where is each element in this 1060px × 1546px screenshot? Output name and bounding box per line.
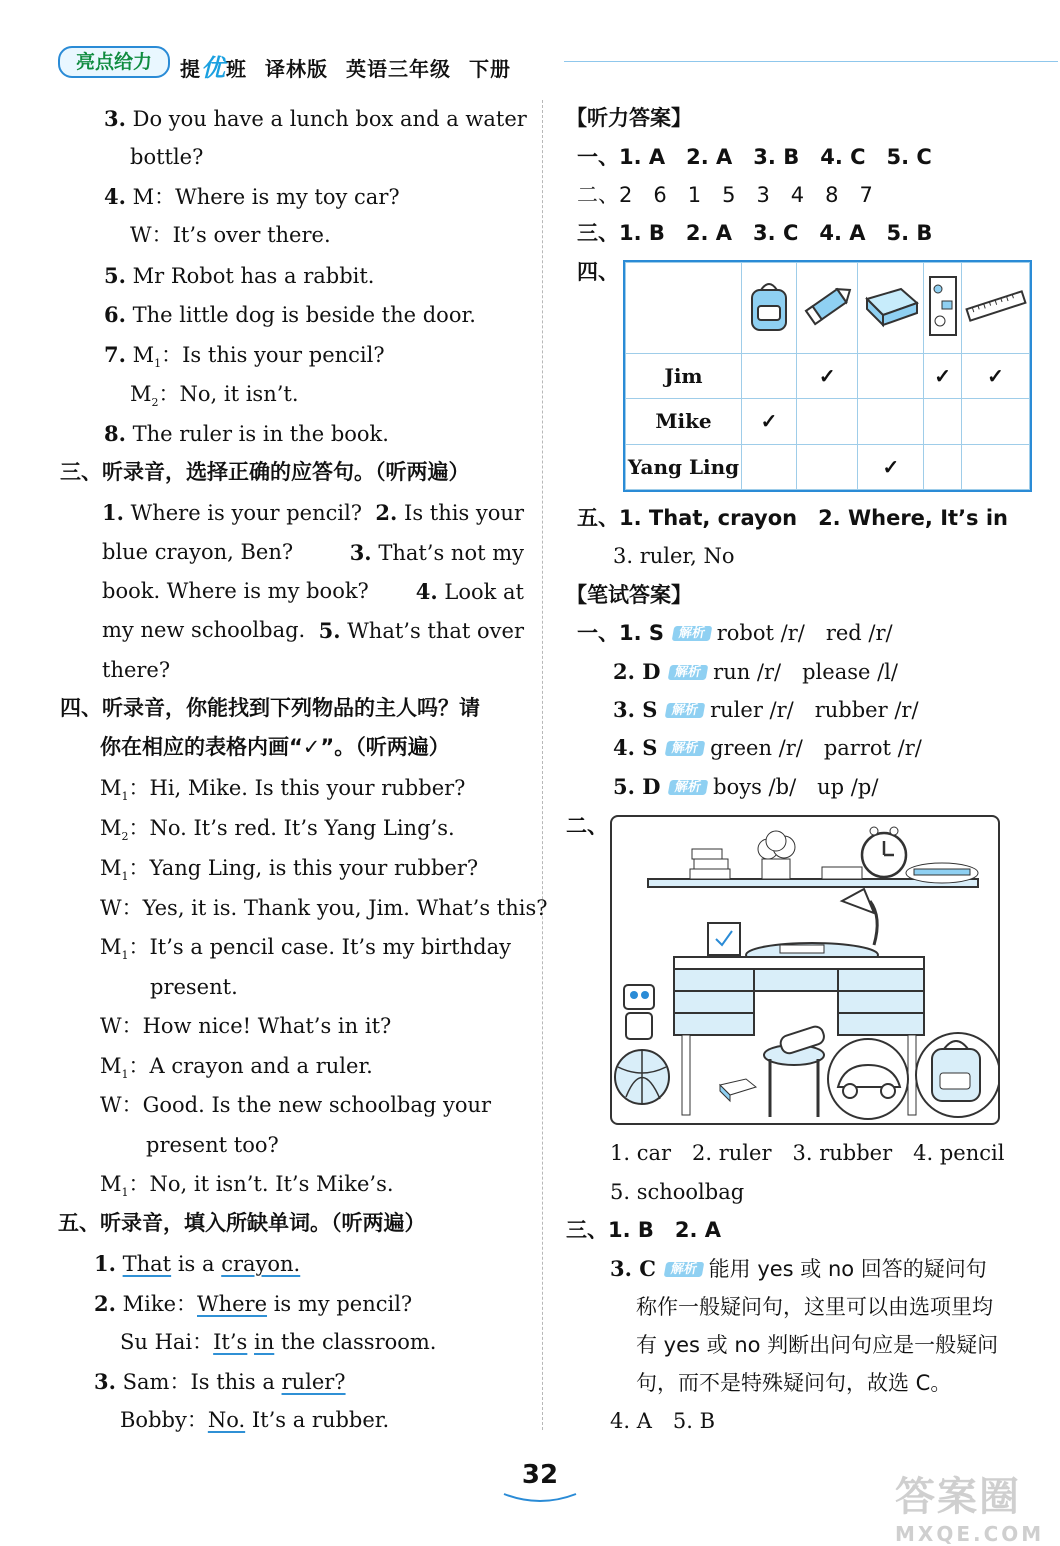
volume: 下册	[469, 57, 511, 81]
answer-line: 1. car 2. ruler 3. rubber 4. pencil	[610, 1141, 1005, 1165]
schoolbag-icon	[742, 263, 797, 354]
dialog-line: present too?	[146, 1133, 279, 1157]
dialog-line: $M_1$：No, it isn’t. It’s Mike’s.	[100, 1172, 394, 1200]
owner-name: Jim	[626, 354, 742, 399]
analysis-badge: 解析	[671, 626, 712, 641]
dialog-line: $M_1$：It’s a pencil case. It’s my birthday	[100, 935, 511, 963]
analysis-badge: 解析	[668, 780, 709, 795]
line: W：It’s over there.	[130, 223, 331, 247]
check-cell: ✓	[962, 354, 1030, 399]
schoolbag-icon	[932, 1041, 980, 1101]
analysis-badge: 解析	[665, 703, 706, 718]
check-cell	[858, 399, 924, 444]
check-cell	[797, 399, 858, 444]
subject: 英语三年级	[346, 57, 451, 81]
robot-icon	[624, 985, 654, 1039]
plant-icon	[758, 831, 795, 879]
owner-table	[623, 260, 1032, 492]
brand-logo: 亮点给力	[58, 46, 170, 78]
books-icon	[690, 849, 730, 879]
check-cell	[924, 399, 962, 444]
analysis-badge: 解析	[665, 741, 706, 756]
fill-line: 1. That is a crayon.	[94, 1251, 301, 1276]
answer-line: 2. D 解析 run /r/ please /l/	[613, 659, 898, 684]
answer-line: 二、2 6 1 5 3 4 8 7	[577, 183, 873, 207]
fill-line: Bobby：No. It’s a rubber.	[120, 1408, 390, 1432]
page-header	[58, 44, 1058, 82]
answer-line: 3. C 解析 能用 yes 或 no 回答的疑问句	[610, 1256, 987, 1281]
line: 6. The little dog is beside the door.	[104, 302, 476, 327]
explanation-line: 句，而不是特殊疑问句，故选 C。	[636, 1371, 952, 1395]
answer-line: 三、1. B 2. A 3. C 4. A 5. B	[577, 221, 933, 245]
check-cell	[962, 444, 1030, 489]
line: there?	[102, 658, 171, 682]
check-cell: ✓	[858, 444, 924, 489]
dialog-line: $M_1$：Yang Ling, is this your rubber?	[100, 856, 479, 884]
answer-line: 二、	[566, 814, 608, 838]
room-illustration	[610, 815, 1000, 1125]
section-title: 四、听录音，你能找到下列物品的主人吗？请	[60, 696, 480, 720]
section-title: 三、听录音，选择正确的应答句。（听两遍）	[60, 460, 470, 484]
check-cell	[924, 444, 962, 489]
answer-line: 4. S 解析 green /r/ parrot /r/	[613, 735, 922, 760]
owner-name: Mike	[626, 399, 742, 444]
check-cell: ✓	[924, 354, 962, 399]
edition: 译林版	[265, 57, 328, 81]
line: $M_2$：No, it isn’t.	[130, 382, 299, 410]
line: my new schoolbag. 5. What’s that over	[102, 618, 524, 643]
dialog-line: $M_1$：A crayon and a ruler.	[100, 1054, 373, 1082]
line: 3. Do you have a lunch box and a water	[104, 106, 527, 131]
line: 8. The ruler is in the book.	[104, 421, 389, 446]
check-cell	[962, 399, 1030, 444]
section-title: 【笔试答案】	[566, 583, 692, 607]
book-title: 提优班 译林版 英语三年级 下册	[180, 54, 511, 82]
check-cell	[742, 354, 797, 399]
dialog-line: W：How nice! What’s in it?	[100, 1014, 392, 1038]
answer-line: 4. A 5. B	[610, 1409, 716, 1433]
page-number: 32	[500, 1460, 580, 1502]
rubber-icon	[858, 263, 924, 354]
section-title: 你在相应的表格内画“✓”。（听两遍）	[100, 735, 450, 759]
analysis-badge: 解析	[663, 1262, 704, 1277]
pencil-case-icon	[924, 263, 962, 354]
answer-line: 5. schoolbag	[610, 1180, 745, 1204]
header-rule	[564, 61, 1058, 62]
dialog-line: present.	[150, 975, 238, 999]
line: 4. M：Where is my toy car?	[104, 184, 400, 209]
ruler-icon	[906, 863, 978, 883]
ball-icon	[615, 1050, 669, 1104]
answer-line: 一、1. S 解析 robot /r/ red /r/	[577, 621, 893, 645]
line: 5. Mr Robot has a rabbit.	[104, 263, 375, 288]
fill-line: 2. Mike：Where is my pencil?	[94, 1291, 413, 1316]
rubber-icon	[720, 1079, 756, 1101]
answer-line: 5. D 解析 boys /b/ up /p/	[613, 774, 879, 799]
dialog-line: W：Yes, it is. Thank you, Jim. What’s this?	[100, 896, 548, 920]
line: 1. Where is your pencil? 2. Is this your	[102, 500, 524, 525]
explanation-line: 有 yes 或 no 判断出问句应是一般疑问	[636, 1333, 999, 1357]
analysis-badge: 解析	[668, 665, 709, 680]
answer-line: 3. ruler, No	[613, 544, 735, 568]
fill-line: Su Hai：It’s in the classroom.	[120, 1330, 437, 1354]
check-cell	[797, 444, 858, 489]
ruler-icon	[962, 263, 1030, 354]
answer-line: 一、1. A 2. A 3. B 4. C 5. C	[577, 145, 932, 169]
fill-line: 3. Sam：Is this a ruler?	[94, 1369, 346, 1394]
column-divider	[542, 100, 543, 1430]
answer-line: 五、1. That, crayon 2. Where, It’s in	[577, 506, 1009, 530]
line: blue crayon, Ben? 3. That’s not my	[102, 540, 524, 565]
check-cell: ✓	[742, 399, 797, 444]
line: book. Where is my book? 4. Look at	[102, 579, 524, 604]
section-title: 【听力答案】	[566, 106, 692, 130]
clock-icon	[862, 827, 906, 877]
dialog-line: W：Good. Is the new schoolbag your	[100, 1093, 492, 1117]
line: 7. $M_1$：Is this your pencil?	[104, 342, 385, 371]
check-cell	[858, 354, 924, 399]
owner-name: Yang Ling	[626, 444, 742, 489]
answer-line: 三、1. B 2. A	[566, 1218, 722, 1242]
crayon-icon	[797, 263, 858, 354]
check-cell	[742, 444, 797, 489]
answer-line: 四、	[577, 260, 619, 284]
section-title: 五、听录音，填入所缺单词。（听两遍）	[58, 1211, 426, 1235]
answer-line: 3. S 解析 ruler /r/ rubber /r/	[613, 697, 919, 722]
line: bottle?	[130, 145, 204, 169]
dialog-line: $M_2$：No. It’s red. It’s Yang Ling’s.	[100, 816, 455, 844]
dialog-line: $M_1$：Hi, Mike. Is this your rubber?	[100, 776, 466, 804]
check-cell: ✓	[797, 354, 858, 399]
watermark: 答案圈 MXQE.COM	[895, 1474, 1045, 1546]
explanation-line: 称作一般疑问句，这里可以由选项里均	[636, 1295, 993, 1319]
